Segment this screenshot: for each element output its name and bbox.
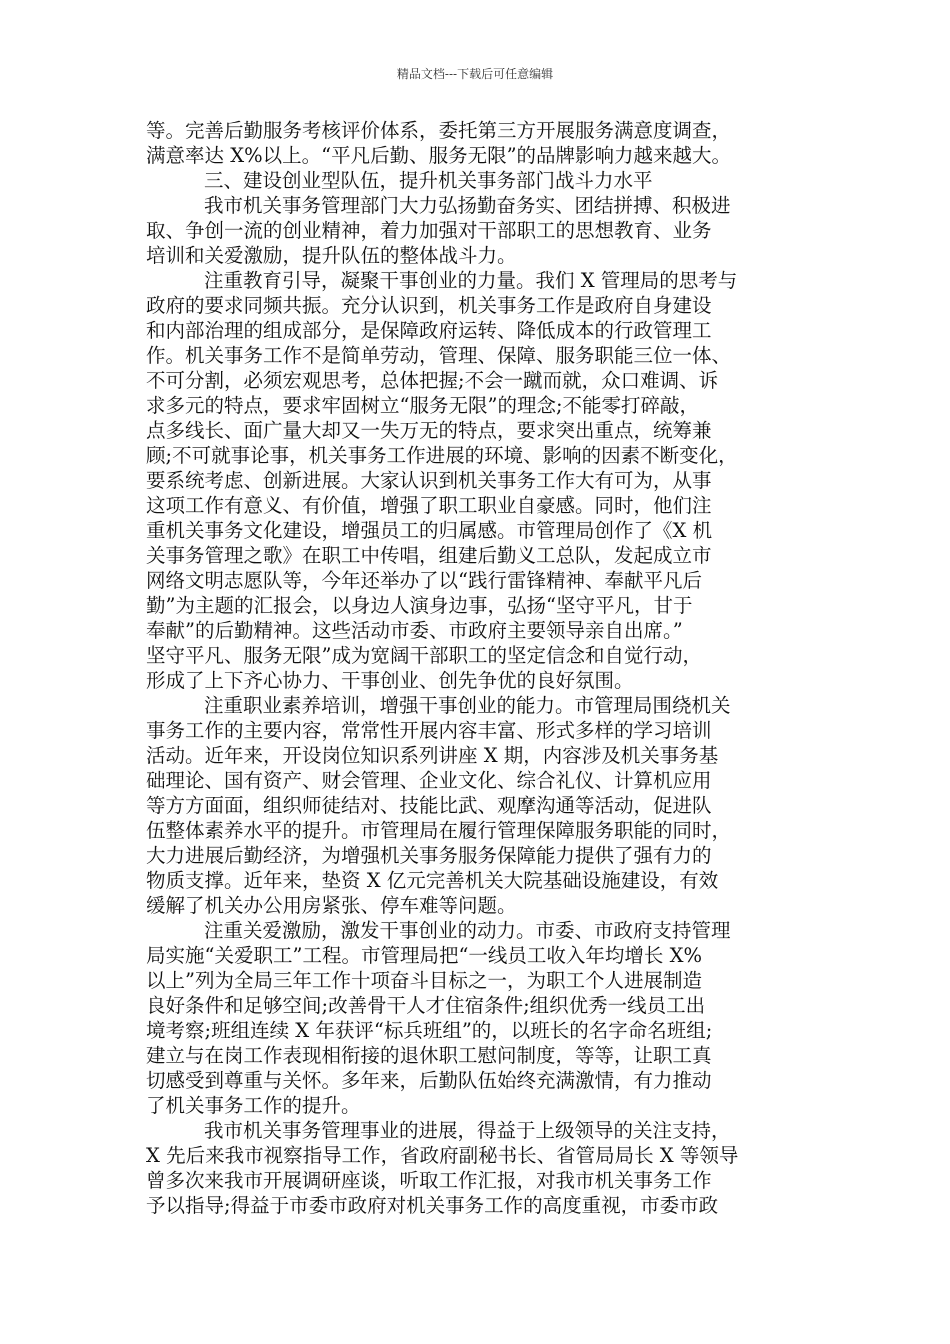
text-line: X 先后来我市视察指导工作，省政府副秘书长、省管局局长 X 等领导 [146,1144,739,1167]
text-line: 不可分割，必须宏观思考，总体把握;不会一蹴而就，众口难调、诉 [146,369,719,392]
text-line: 作。机关事务工作不是简单劳动，管理、保障、服务职能三位一体、 [146,344,732,367]
text-line: 关事务管理之歌》在职工中传唱，组建后勤义工总队，发起成立市 [146,544,712,567]
text-line: 网络文明志愿队等，今年还举办了以“践行雷锋精神、奉献平凡后 [146,569,702,592]
text-line: 我市机关事务管理部门大力弘扬勤奋务实、团结拼搏、积极进 [204,194,731,217]
text-line: 注重教育引导，凝聚干事创业的力量。我们 X 管理局的思考与 [204,269,738,292]
text-line: 取、争创一流的创业精神，着力加强对干部职工的思想教育、业务 [146,219,712,242]
text-line: 了机关事务工作的提升。 [146,1094,361,1117]
text-line: 伍整体素养水平的提升。市管理局在履行管理保障服务职能的同时， [146,819,732,842]
text-line: 局实施“关爱职工”工程。市管理局把“一线员工收入年均增长 X% [146,944,703,967]
text-line: 以上”列为全局三年工作十项奋斗目标之一，为职工个人进展制造 [146,969,702,992]
text-line: 我市机关事务管理事业的进展，得益于上级领导的关注支持， [204,1119,731,1142]
document-body [146,118,814,1218]
text-line: 满意率达 X%以上。“平凡后勤、服务无限”的品牌影响力越来越大。 [146,144,732,167]
text-line: 曾多次来我市开展调研座谈，听取工作汇报，对我市机关事务工作 [146,1169,712,1192]
text-line: 培训和关爱激励，提升队伍的整体战斗力。 [146,244,517,267]
text-line: 切感受到尊重与关怀。多年来，后勤队伍始终充满激情，有力推动 [146,1069,712,1092]
text-line: 坚守平凡、服务无限”成为宽阔干部职工的坚定信念和自觉行动， [146,644,702,667]
text-line: 注重职业素养培训，增强干事创业的能力。市管理局围绕机关 [204,694,731,717]
text-line: 良好条件和足够空间;改善骨干人才住宿条件;组织优秀一线员工出 [146,994,706,1017]
text-line: 等方方面面，组织师徒结对、技能比武、观摩沟通等活动，促进队 [146,794,712,817]
text-line: 求多元的特点，要求牢固树立“服务无限”的理念;不能零打碎敲， [146,394,700,417]
text-line: 础理论、国有资产、财会管理、企业文化、综合礼仪、计算机应用 [146,769,712,792]
text-line: 事务工作的主要内容，常常性开展内容丰富、形式多样的学习培训 [146,719,712,742]
page-header: 精品文档---下载后可任意编辑 [396,67,554,81]
text-line: 这项工作有意义、有价值，增强了职工职业自豪感。同时，他们注 [146,494,712,517]
text-line: 重机关事务文化建设，增强员工的归属感。市管理局创作了《X 机 [146,519,713,542]
text-line: 等。完善后勤服务考核评价体系，委托第三方开展服务满意度调查， [146,119,732,142]
text-line: 建立与在岗工作表现相衔接的退休职工慰问制度，等等，让职工真 [146,1044,712,1067]
text-line: 奉献”的后勤精神。这些活动市委、市政府主要领导亲自出席。” [146,619,683,642]
text-line: 大力进展后勤经济，为增强机关事务服务保障能力提供了强有力的 [146,844,712,867]
text-line: 点多线长、面广量大却又一失万无的特点，要求突出重点，统筹兼 [146,419,712,442]
text-line: 要系统考虑、创新进展。大家认识到机关事务工作大有可为，从事 [146,469,712,492]
text-line: 政府的要求同频共振。充分认识到，机关事务工作是政府自身建设 [146,294,712,317]
text-line: 勤”为主题的汇报会，以身边人演身边事，弘扬“坚守平凡，甘于 [146,594,693,617]
text-line: 物质支撑。近年来，垫资 X 亿元完善机关大院基础设施建设，有效 [146,869,719,892]
text-line: 予以指导;得益于市委市政府对机关事务工作的高度重视，市委市政 [146,1194,719,1217]
text-line: 形成了上下齐心协力、干事创业、创先争优的良好氛围。 [146,669,634,692]
text-line: 三、建设创业型队伍，提升机关事务部门战斗力水平 [204,169,653,192]
text-line: 境考察;班组连续 X 年获评“标兵班组”的，以班长的名字命名班组; [146,1019,713,1042]
text-line: 注重关爱激励，激发干事创业的动力。市委、市政府支持管理 [204,919,731,942]
text-line: 活动。近年来，开设岗位知识系列讲座 X 期，内容涉及机关事务基 [146,744,719,767]
text-line: 缓解了机关办公用房紧张、停车难等问题。 [146,894,517,917]
text-line: 和内部治理的组成部分，是保障政府运转、降低成本的行政管理工 [146,319,712,342]
text-line: 顾;不可就事论事，机关事务工作进展的环境、影响的因素不断变化， [146,444,738,467]
